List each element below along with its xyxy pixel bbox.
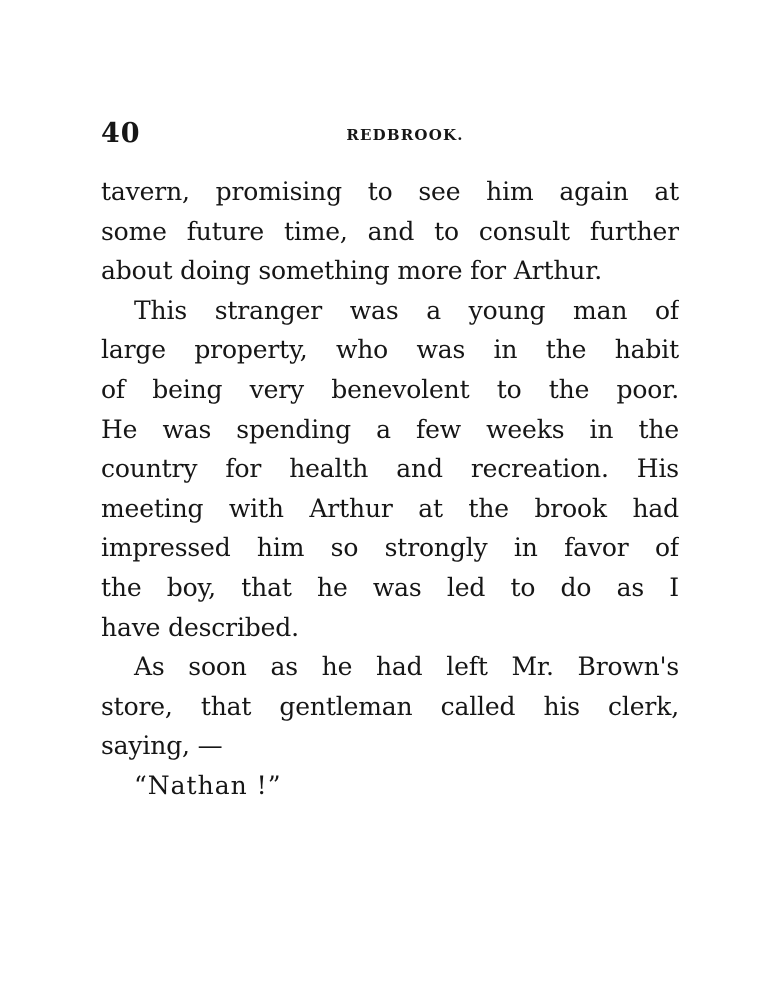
text-line: country for health and recreation. His	[101, 454, 679, 484]
text-line: about doing something more for Arthur.	[101, 256, 603, 286]
body-text	[101, 172, 679, 806]
text-line: have described.	[101, 612, 299, 642]
dialogue-paragraph	[101, 766, 679, 806]
paragraph-1	[101, 172, 679, 291]
text-line: impressed him so strongly in favor of	[101, 533, 679, 563]
text-line: the boy, that he was led to do as I	[101, 572, 679, 602]
paragraph-3	[101, 647, 679, 766]
text-line: of being very benevolent to the poor.	[101, 374, 679, 404]
text-line: large property, who was in the habit	[101, 335, 679, 365]
text-line: As soon as he had left Mr. Brown's	[134, 652, 679, 682]
running-title: REDBROOK.	[346, 126, 464, 144]
paragraph-2	[101, 291, 679, 647]
dialogue-line: “Nathan !”	[134, 770, 282, 800]
page-number: 40	[101, 118, 141, 149]
text-line: He was spending a few weeks in the	[101, 414, 679, 444]
text-line: tavern, promising to see him again at	[101, 177, 679, 206]
text-line: saying, —	[101, 731, 223, 761]
text-line: some future time, and to consult further	[101, 216, 679, 246]
page-header	[101, 116, 679, 152]
text-line: store, that gentleman called his clerk,	[101, 691, 679, 721]
text-line: This stranger was a young man of	[134, 295, 679, 325]
text-line: meeting with Arthur at the brook had	[101, 493, 679, 523]
